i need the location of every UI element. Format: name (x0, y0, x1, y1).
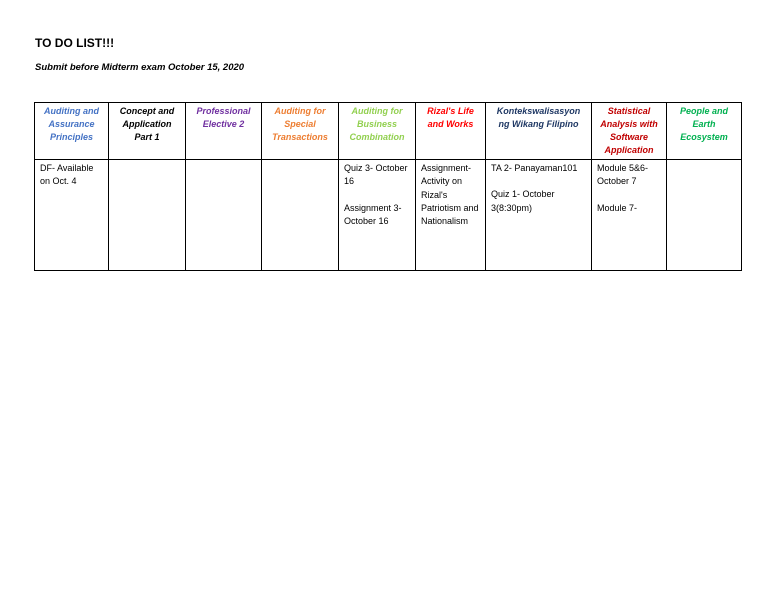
table-cell (486, 160, 592, 271)
cell-entry: DF- Available on Oct. 4 (40, 163, 94, 187)
column-header: Concept and Application Part 1 (109, 103, 186, 160)
cell-entry: Assignment- Activity on Rizal's Patriotism and Nationalism (421, 163, 479, 227)
table-cell (109, 160, 186, 271)
column-header: Statistical Analysis with Software Application (592, 103, 667, 160)
todo-table (34, 102, 742, 271)
table-row (35, 160, 742, 271)
cell-entry: Quiz 1- October 3(8:30pm) (491, 189, 555, 213)
table-cell (416, 160, 486, 271)
column-header: Auditing and Assurance Principles (35, 103, 109, 160)
table-cell (35, 160, 109, 271)
column-header: Auditing for Business Combination (339, 103, 416, 160)
table-cell (262, 160, 339, 271)
table-cell (667, 160, 742, 271)
column-header: People and Earth Ecosystem (667, 103, 742, 160)
cell-entry: TA 2- Panayaman101 (491, 163, 578, 173)
cell-entry: Module 5&6- October 7 (597, 163, 649, 187)
cell-entry: Assignment 3- October 16 (344, 202, 402, 226)
page-title: TO DO LIST!!! (35, 36, 115, 50)
header-row (35, 103, 742, 160)
cell-entry: Quiz 3- October 16 (344, 163, 408, 187)
column-header: Professional Elective 2 (186, 103, 262, 160)
table-cell (186, 160, 262, 271)
cell-entry: Module 7- (597, 202, 638, 213)
page-subtitle: Submit before Midterm exam October 15, 2020 (35, 62, 245, 73)
table-cell (592, 160, 667, 271)
table-cell (339, 160, 416, 271)
column-header: Auditing for Special Transactions (262, 103, 339, 160)
column-header: Kontekswalisasyon ng Wikang Filipino (486, 103, 592, 160)
column-header: Rizal's Life and Works (416, 103, 486, 160)
